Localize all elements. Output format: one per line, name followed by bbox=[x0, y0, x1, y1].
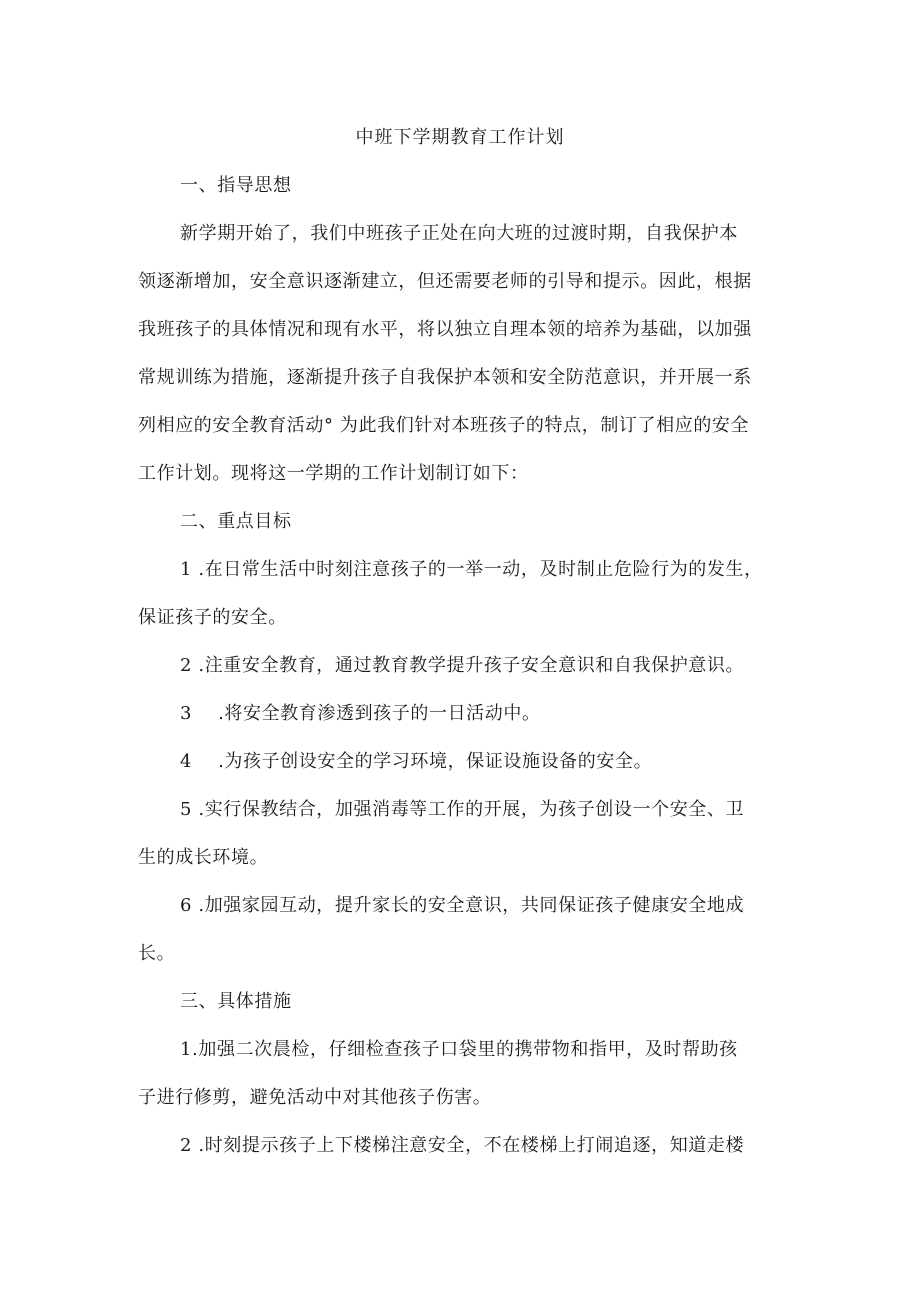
measure-item-1-cont: 子进行修剪，避免活动中对其他孩子伤害。 bbox=[138, 1087, 492, 1108]
goal-item-5: 5 .实行保教结合，加强消毒等工作的开展，为孩子创设一个安全、卫 bbox=[180, 799, 745, 820]
goal-item-2: 2 .注重安全教育，通过教育教学提升孩子安全意识和自我保护意识。 bbox=[180, 655, 745, 676]
goal-item-3-text: .将安全教育渗透到孩子的一日活动中。 bbox=[218, 703, 541, 724]
measure-item-1: 1.加强二次晨检，仔细检查孩子口袋里的携带物和指甲，及时帮助孩 bbox=[180, 1039, 738, 1060]
section-heading-key-goals: 二、重点目标 bbox=[180, 511, 292, 532]
goal-item-1-cont: 保证孩子的安全。 bbox=[138, 607, 287, 628]
goal-item-3 bbox=[180, 702, 541, 726]
paragraph-line: 领逐渐增加，安全意识逐渐建立，但还需要老师的引导和提示。因此，根据 bbox=[138, 271, 752, 292]
paragraph-line: 工作计划。现将这一学期的工作计划制订如下： bbox=[138, 463, 529, 484]
section-heading-guiding-thought: 一、指导思想 bbox=[180, 175, 292, 196]
goal-item-3-number: 3 bbox=[180, 703, 193, 724]
goal-item-4 bbox=[180, 750, 652, 774]
paragraph-line: 列相应的安全教育活动° 为此我们针对本班孩子的特点，制订了相应的安全 bbox=[138, 415, 750, 436]
goal-item-4-text: .为孩子创设安全的学习环境，保证设施设备的安全。 bbox=[218, 751, 653, 772]
paragraph-line: 常规训练为措施，逐渐提升孩子自我保护本领和安全防范意识，并开展一系 bbox=[138, 367, 752, 388]
measure-item-2: 2 .时刻提示孩子上下楼梯注意安全，不在楼梯上打闹追逐，知道走楼 bbox=[180, 1135, 745, 1156]
paragraph-line: 新学期开始了，我们中班孩子正处在向大班的过渡时期，自我保护本 bbox=[180, 223, 738, 244]
goal-item-4-number: 4 bbox=[180, 751, 193, 772]
goal-item-5-cont: 生的成长环境。 bbox=[138, 847, 269, 868]
goal-item-6-cont: 长。 bbox=[138, 943, 176, 964]
document-title: 中班下学期教育工作计划 bbox=[355, 127, 565, 148]
section-heading-measures: 三、具体措施 bbox=[180, 991, 292, 1012]
goal-item-6: 6 .加强家园互动，提升家长的安全意识，共同保证孩子健康安全地成 bbox=[180, 895, 745, 916]
goal-item-1: 1 .在日常生活中时刻注意孩子的一举一动，及时制止危险行为的发生， bbox=[180, 559, 763, 580]
paragraph-line: 我班孩子的具体情况和现有水平，将以独立自理本领的培养为基础，以加强 bbox=[138, 319, 752, 340]
